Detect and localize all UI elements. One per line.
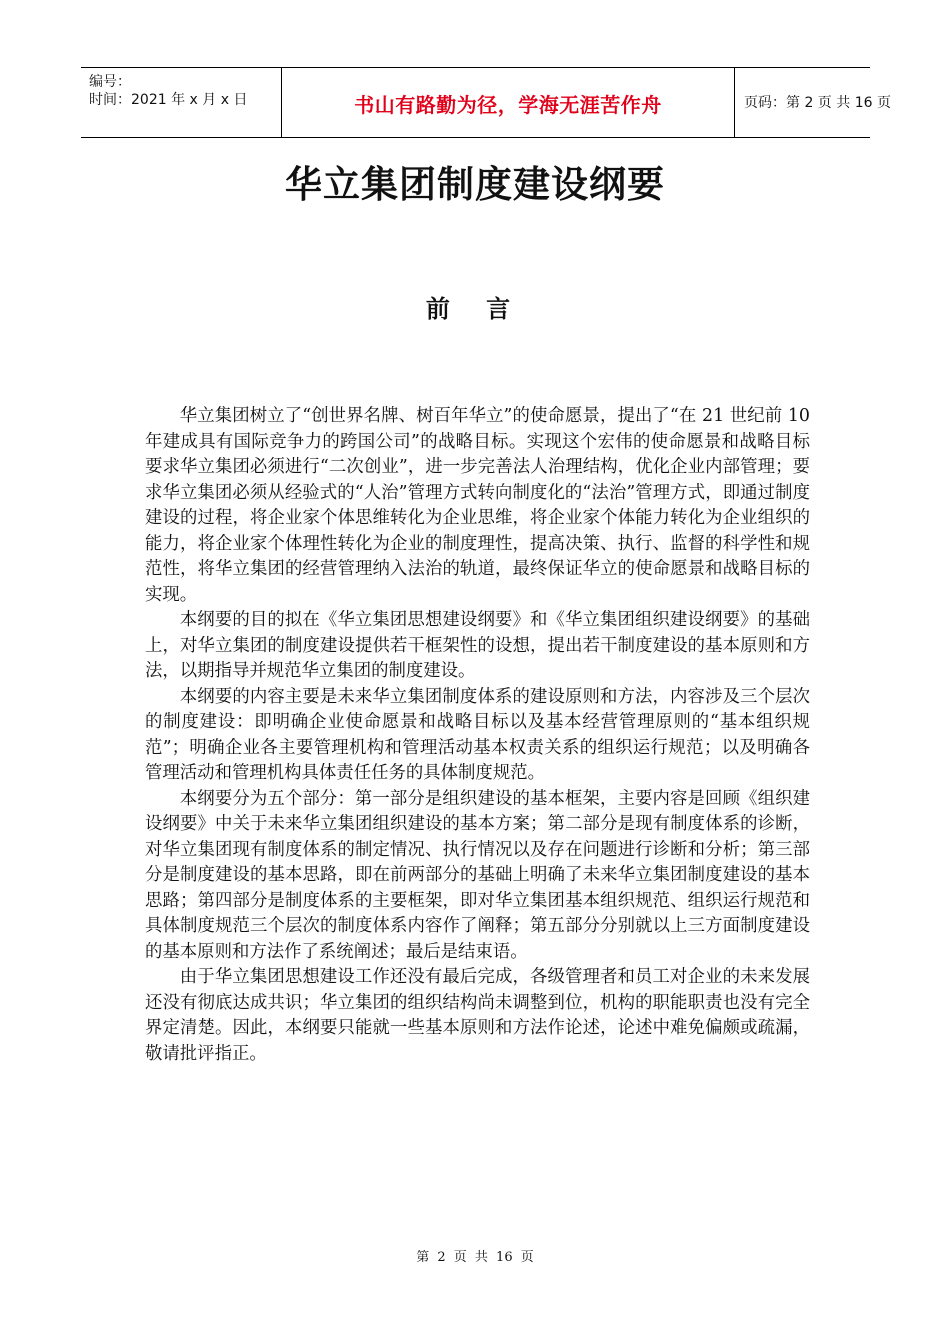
paragraph: 本纲要的内容主要是未来华立集团制度体系的建设原则和方法，内容涉及三个层次的制度建设：即明确企业使命愿景和战略目标以及基本经营管理原则的“基本组织规范”；明确企业各主要管理机构和管理活动基本权责关系的组织运行规范；以及明确各管理活动和管理机构具体责任任务的具体制度规范。 <box>145 686 810 783</box>
page-footer: 第 2 页 共 16 页 <box>416 1250 534 1265</box>
header-motto-cell <box>281 68 735 137</box>
header-page-label: 页码：第 2 页 共 16 页 <box>744 95 891 111</box>
header-motto: 书山有路勤为径，学海无涯苦作舟 <box>354 93 662 117</box>
page-header <box>81 67 891 138</box>
header-info-cell <box>81 68 281 137</box>
document-number-label: 编号： <box>89 74 131 90</box>
section-heading: 前 言 <box>425 295 525 323</box>
paragraph: 本纲要分为五个部分：第一部分是组织建设的基本框架，主要内容是回顾《组织建设纲要》中关于未来华立集团组织建设的基本方案；第二部分是现有制度体系的诊断，对华立集团现有制度体系的制定情况、执行情况以及存在问题进行诊断和分析；第三部分是制度建设的基本思路，即在前两部分的基础上明确了未来华立集团制度建设的基本思路；第四部分是制度体系的主要框架，即对华立集团基本组织规范、组织运行规范和具体制度规范三个层次的制度体系内容作了阐释；第五部分分别就以上三方面制度建设的基本原则和方法作了系统阐述；最后是结束语。 <box>145 788 810 962</box>
paragraph: 华立集团树立了“创世界名牌、树百年华立”的使命愿景，提出了“在 21 世纪前 10 年建成具有国际竞争力的跨国公司”的战略目标。实现这个宏伟的使命愿景和战略目标要求华立集团必须进行“二次创业”，进一步完善法人治理结构，优化企业内部管理；要求华立集团必须从经验式的“人治”管理方式转向制度化的“法治”管理方式，即通过制度建设的过程，将企业家个体思维转化为企业思维，将企业家个体能力转化为企业组织的能力，将企业家个体理性转化为企业的制度理性，提高决策、执行、监督的科学性和规范性，将华立集团的经营管理纳入法治的轨道，最终保证华立的使命愿景和战略目标的实现。 <box>145 406 810 605</box>
document-date-label: 时间：2021 年 x 月 x 日 <box>89 92 248 108</box>
header-page-cell <box>734 68 891 137</box>
paragraph: 由于华立集团思想建设工作还没有最后完成，各级管理者和员工对企业的未来发展还没有彻底达成共识；华立集团的组织结构尚未调整到位，机构的职能职责也没有完全界定清楚。因此，本纲要只能就一些基本原则和方法作论述，论述中难免偏颇或疏漏，敬请批评指正。 <box>145 967 810 1064</box>
document-title: 华立集团制度建设纲要 <box>285 163 665 206</box>
paragraph: 本纲要的目的拟在《华立集团思想建设纲要》和《华立集团组织建设纲要》的基础上，对华立集团的制度建设提供若干框架性的设想，提出若干制度建设的基本原则和方法，以期指导并规范华立集团的制度建设。 <box>145 610 810 681</box>
document-body <box>145 404 810 1067</box>
